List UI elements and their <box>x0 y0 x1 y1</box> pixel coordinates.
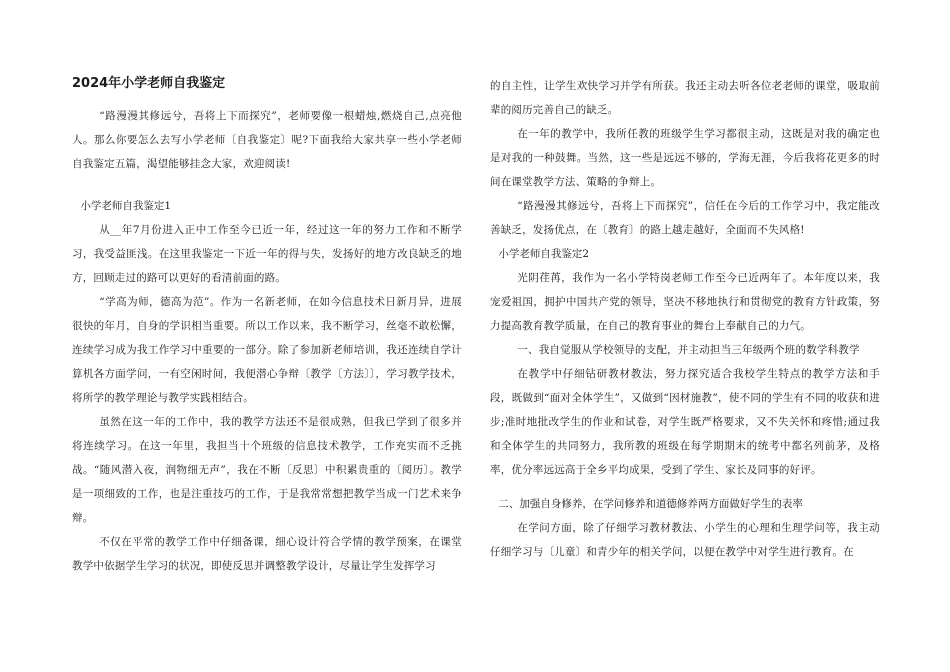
paragraph: 一、我自觉服从学校领导的支配，并主动担当三年级两个班的数学科教学 <box>517 344 860 356</box>
section-heading-2: 小学老师自我鉴定2 <box>498 248 590 260</box>
document-title: 2024年小学老师自我鉴定 <box>72 76 226 91</box>
sub-heading: 二、加强自身修养，在学问修养和道德修养两方面做好学生的表率 <box>498 498 803 510</box>
left-column <box>72 74 462 578</box>
paragraph: 虽然在这一年的工作中，我的教学方法还不是很成熟，但我已学到了很多并将连续学习。在这一年里，我担当十个班级的信息技术教学，工作充实而不乏挑战。“随风潜入夜，润物细无声”，我在不断〔反思〕中积累贵重的〔阅历〕。教学是一项细致的工作，也是注重技巧的工作，于是我常常想把教学当成一门艺术来争辩。 <box>72 416 462 524</box>
paragraph: “学高为师，德高为范”。作为一名新老师，在如今信息技术日新月异，进展很快的年月，自身的学识相当重要。所以工作以来，我不断学习，丝毫不敢松懈，连续学习成为我工作学习中重要的一部分。除了参加新老师培训，我还连续自学计算机各方面学问，一有空闲时间，我便潜心争辩〔教学〔方法〕〕，学习教学技术，将所学的教学理论与教学实践相结合。 <box>72 296 462 404</box>
paragraph-continued: 的自主性，让学生欢快学习并学有所获。我还主动去听各位老老师的课堂，吸取前辈的阅历完善自己的缺乏。 <box>490 80 880 116</box>
paragraph: 光阴荏苒，我作为一名小学特岗老师工作至今已近两年了。本年度以来，我宠爱祖国，拥护中国共产党的领导，坚决不移地执行和贯彻党的教育方针政策，努力提高教育教学质量，在自己的教育事业的舞台上奉献自己的力气。 <box>490 272 880 332</box>
paragraph: “路漫漫其修远兮，吾将上下而探究”，信任在今后的工作学习中，我定能改善缺乏，发扬优点，在〔教育〕的路上越走越好，全面而不失风格! <box>490 200 880 236</box>
right-column <box>490 74 880 564</box>
intro-paragraph: “路漫漫其修远兮，吾将上下而探究”，老师要像一根蜡烛,燃烧自己,点亮他人。那么你要怎么去写小学老师〔自我鉴定〕呢?下面我给大家共享一些小学老师自我鉴定五篇，渴望能够挂念大家，欢迎阅读! <box>72 110 462 170</box>
paragraph: 从__年7月份进入正中工作至今已近一年，经过这一年的努力工作和不断学习，我受益匪浅。在这里我鉴定一下近一年的得与失，发扬好的地方改良缺乏的地方，回顾走过的路可以更好的看清前面的路。 <box>72 224 462 284</box>
paragraph: 在学问方面，除了仔细学习教材教法、小学生的心理和生理学问等，我主动仔细学习与〔儿童〕和青少年的相关学问，以便在教学中对学生进行教育。在 <box>490 522 880 558</box>
paragraph: 在教学中仔细钻研教材教法，努力探究适合我校学生特点的教学方法和手段，既做到“面对全体学生”，又做到“因材施教”，使不同的学生有不同的收获和进步;准时地批改学生的作业和试卷，对学生既严格要求，又不失关怀和疼惜;通过我和全体学生的共同努力，我所教的班级在每学期期末的统考中都名列前茅，及格率，优分率远远高于全乡平均成果，受到了学生、家长及同事的好评。 <box>490 368 880 476</box>
section-heading-1: 小学老师自我鉴定1 <box>80 200 172 212</box>
paragraph: 不仅在平常的教学工作中仔细备课，细心设计符合学情的教学预案，在课堂教学中依据学生学习的状况，即使反思并调整教学设计，尽量让学生发挥学习 <box>72 536 462 572</box>
paragraph: 在一年的教学中，我所任教的班级学生学习都很主动，这既是对我的确定也是对我的一种鼓舞。当然，这一些是远远不够的，学海无涯，今后我将花更多的时间在课堂教学方法、策略的争辩上。 <box>490 128 880 188</box>
